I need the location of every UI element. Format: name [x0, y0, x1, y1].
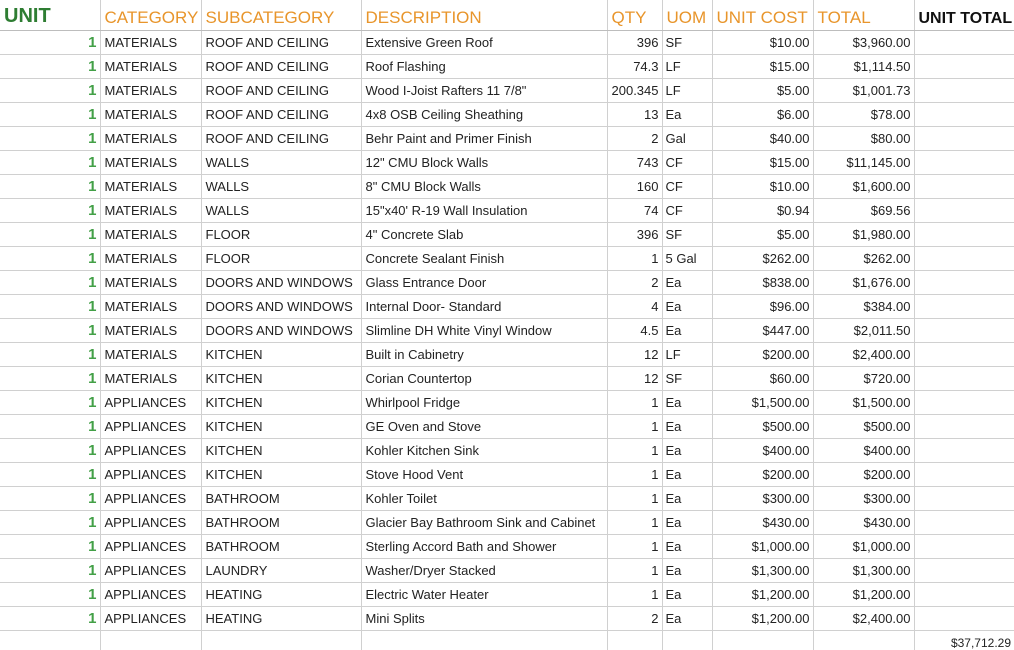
uom-cell[interactable]: SF	[662, 367, 712, 391]
unit-cost-cell[interactable]: $300.00	[712, 487, 813, 511]
unit-total-cell[interactable]	[914, 559, 1014, 583]
description-cell[interactable]: Sterling Accord Bath and Shower	[361, 535, 607, 559]
unit-cell[interactable]: 1	[0, 415, 100, 439]
unit-total-cell[interactable]	[914, 607, 1014, 631]
qty-cell[interactable]: 12	[607, 343, 662, 367]
uom-cell[interactable]: Ea	[662, 415, 712, 439]
header-unit[interactable]: UNIT	[0, 0, 100, 31]
unit-total-cell[interactable]	[914, 367, 1014, 391]
subcategory-cell[interactable]: KITCHEN	[201, 391, 361, 415]
total-cell[interactable]: $2,400.00	[813, 343, 914, 367]
unit-cost-cell[interactable]: $5.00	[712, 79, 813, 103]
category-cell[interactable]: MATERIALS	[100, 151, 201, 175]
unit-cell[interactable]: 1	[0, 223, 100, 247]
category-cell[interactable]: APPLIANCES	[100, 511, 201, 535]
unit-total-cell[interactable]	[914, 487, 1014, 511]
qty-cell[interactable]: 13	[607, 103, 662, 127]
uom-cell[interactable]: CF	[662, 151, 712, 175]
unit-total-cell[interactable]	[914, 295, 1014, 319]
total-cell[interactable]: $300.00	[813, 487, 914, 511]
uom-cell[interactable]: Ea	[662, 583, 712, 607]
category-cell[interactable]: MATERIALS	[100, 31, 201, 55]
total-cell[interactable]: $1,980.00	[813, 223, 914, 247]
qty-cell[interactable]: 1	[607, 559, 662, 583]
table-row	[0, 103, 1014, 127]
unit-total-cell[interactable]	[914, 439, 1014, 463]
category-cell[interactable]: APPLIANCES	[100, 439, 201, 463]
total-cell[interactable]: $384.00	[813, 295, 914, 319]
table-row	[0, 175, 1014, 199]
qty-cell[interactable]: 743	[607, 151, 662, 175]
category-cell[interactable]: MATERIALS	[100, 367, 201, 391]
category-cell[interactable]: APPLIANCES	[100, 463, 201, 487]
unit-cost-cell[interactable]: $60.00	[712, 367, 813, 391]
unit-cost-cell[interactable]: $200.00	[712, 343, 813, 367]
unit-total-cell[interactable]	[914, 463, 1014, 487]
total-cell[interactable]: $500.00	[813, 415, 914, 439]
subcategory-cell[interactable]: WALLS	[201, 175, 361, 199]
unit-cost-cell[interactable]: $1,500.00	[712, 391, 813, 415]
uom-cell[interactable]: SF	[662, 31, 712, 55]
empty-cell[interactable]	[607, 631, 662, 650]
unit-cell[interactable]: 1	[0, 247, 100, 271]
unit-cell[interactable]: 1	[0, 511, 100, 535]
subcategory-cell[interactable]: HEATING	[201, 607, 361, 631]
uom-cell[interactable]: LF	[662, 343, 712, 367]
total-cell[interactable]: $1,676.00	[813, 271, 914, 295]
unit-cell[interactable]: 1	[0, 439, 100, 463]
category-cell[interactable]: MATERIALS	[100, 103, 201, 127]
uom-cell[interactable]: CF	[662, 199, 712, 223]
table-row	[0, 367, 1014, 391]
table-row	[0, 343, 1014, 367]
total-cell[interactable]: $1,000.00	[813, 535, 914, 559]
qty-cell[interactable]: 2	[607, 127, 662, 151]
qty-cell[interactable]: 1	[607, 247, 662, 271]
uom-cell[interactable]: 5 Gal	[662, 247, 712, 271]
table-row	[0, 559, 1014, 583]
table-row	[0, 583, 1014, 607]
unit-cost-cell[interactable]: $500.00	[712, 415, 813, 439]
table-row	[0, 319, 1014, 343]
subcategory-cell[interactable]: KITCHEN	[201, 343, 361, 367]
qty-cell[interactable]: 74.3	[607, 55, 662, 79]
unit-total-cell[interactable]	[914, 79, 1014, 103]
subcategory-cell[interactable]: FLOOR	[201, 247, 361, 271]
unit-cost-cell[interactable]: $15.00	[712, 55, 813, 79]
header-total[interactable]: TOTAL	[813, 0, 914, 31]
category-cell[interactable]: MATERIALS	[100, 127, 201, 151]
table-row	[0, 127, 1014, 151]
total-cell[interactable]: $2,400.00	[813, 607, 914, 631]
category-cell[interactable]: MATERIALS	[100, 271, 201, 295]
category-cell[interactable]: MATERIALS	[100, 55, 201, 79]
unit-cell[interactable]: 1	[0, 199, 100, 223]
qty-cell[interactable]: 4.5	[607, 319, 662, 343]
table-row	[0, 487, 1014, 511]
unit-cell[interactable]: 1	[0, 175, 100, 199]
description-cell[interactable]: Roof Flashing	[361, 55, 607, 79]
total-cell[interactable]: $11,145.00	[813, 151, 914, 175]
category-cell[interactable]: MATERIALS	[100, 79, 201, 103]
unit-cost-cell[interactable]: $1,000.00	[712, 535, 813, 559]
empty-cell[interactable]	[0, 631, 100, 650]
subcategory-cell[interactable]: ROOF AND CEILING	[201, 103, 361, 127]
header-unit-total[interactable]: UNIT TOTAL	[914, 0, 1014, 31]
table-row	[0, 223, 1014, 247]
total-cell[interactable]: $1,114.50	[813, 55, 914, 79]
description-cell[interactable]: 15"x40' R-19 Wall Insulation	[361, 199, 607, 223]
total-cell[interactable]: $400.00	[813, 439, 914, 463]
empty-cell[interactable]	[662, 631, 712, 650]
subcategory-cell[interactable]: HEATING	[201, 583, 361, 607]
description-cell[interactable]: Mini Splits	[361, 607, 607, 631]
unit-cost-cell[interactable]: $262.00	[712, 247, 813, 271]
unit-total-cell[interactable]	[914, 103, 1014, 127]
header-qty[interactable]: QTY	[607, 0, 662, 31]
qty-cell[interactable]: 1	[607, 463, 662, 487]
table-row	[0, 247, 1014, 271]
description-cell[interactable]: Wood I-Joist Rafters 11 7/8"	[361, 79, 607, 103]
uom-cell[interactable]: Ea	[662, 319, 712, 343]
subcategory-cell[interactable]: DOORS AND WINDOWS	[201, 295, 361, 319]
unit-total-cell[interactable]	[914, 31, 1014, 55]
empty-cell[interactable]	[712, 631, 813, 650]
unit-total-cell[interactable]	[914, 55, 1014, 79]
category-cell[interactable]: APPLIANCES	[100, 583, 201, 607]
unit-cost-cell[interactable]: $838.00	[712, 271, 813, 295]
table-row	[0, 31, 1014, 55]
unit-cell[interactable]: 1	[0, 487, 100, 511]
uom-cell[interactable]: Ea	[662, 271, 712, 295]
unit-cost-cell[interactable]: $5.00	[712, 223, 813, 247]
unit-cell[interactable]: 1	[0, 79, 100, 103]
unit-cell[interactable]: 1	[0, 559, 100, 583]
qty-cell[interactable]: 1	[607, 391, 662, 415]
uom-cell[interactable]: Ea	[662, 439, 712, 463]
unit-cell[interactable]: 1	[0, 127, 100, 151]
table-row	[0, 79, 1014, 103]
description-cell[interactable]: Stove Hood Vent	[361, 463, 607, 487]
unit-total-cell[interactable]	[914, 511, 1014, 535]
uom-cell[interactable]: Ea	[662, 391, 712, 415]
total-cell[interactable]: $1,600.00	[813, 175, 914, 199]
unit-total-cell[interactable]	[914, 319, 1014, 343]
description-cell[interactable]: GE Oven and Stove	[361, 415, 607, 439]
total-cell[interactable]: $2,011.50	[813, 319, 914, 343]
grand-total-row	[0, 631, 1014, 650]
empty-cell[interactable]	[361, 631, 607, 650]
table-row	[0, 271, 1014, 295]
unit-total-cell[interactable]	[914, 127, 1014, 151]
description-cell[interactable]: Glacier Bay Bathroom Sink and Cabinet	[361, 511, 607, 535]
unit-total-cell[interactable]	[914, 415, 1014, 439]
description-cell[interactable]: Glass Entrance Door	[361, 271, 607, 295]
uom-cell[interactable]: Ea	[662, 511, 712, 535]
description-cell[interactable]: Kohler Kitchen Sink	[361, 439, 607, 463]
unit-cost-cell[interactable]: $0.94	[712, 199, 813, 223]
header-row	[0, 0, 1014, 31]
description-cell[interactable]: Kohler Toilet	[361, 487, 607, 511]
uom-cell[interactable]: Ea	[662, 295, 712, 319]
unit-cell[interactable]: 1	[0, 319, 100, 343]
category-cell[interactable]: MATERIALS	[100, 295, 201, 319]
unit-cost-cell[interactable]: $96.00	[712, 295, 813, 319]
table-row	[0, 199, 1014, 223]
unit-cost-cell[interactable]: $1,200.00	[712, 607, 813, 631]
qty-cell[interactable]: 1	[607, 583, 662, 607]
subcategory-cell[interactable]: ROOF AND CEILING	[201, 79, 361, 103]
unit-cell[interactable]: 1	[0, 151, 100, 175]
total-cell[interactable]: $262.00	[813, 247, 914, 271]
total-cell[interactable]: $1,001.73	[813, 79, 914, 103]
category-cell[interactable]: MATERIALS	[100, 319, 201, 343]
description-cell[interactable]: 4x8 OSB Ceiling Sheathing	[361, 103, 607, 127]
description-cell[interactable]: Slimline DH White Vinyl Window	[361, 319, 607, 343]
unit-cell[interactable]: 1	[0, 343, 100, 367]
qty-cell[interactable]: 1	[607, 439, 662, 463]
total-cell[interactable]: $430.00	[813, 511, 914, 535]
total-cell[interactable]: $1,300.00	[813, 559, 914, 583]
unit-cost-cell[interactable]: $10.00	[712, 175, 813, 199]
empty-cell[interactable]	[100, 631, 201, 650]
total-cell[interactable]: $1,500.00	[813, 391, 914, 415]
description-cell[interactable]: Extensive Green Roof	[361, 31, 607, 55]
unit-total-cell[interactable]	[914, 271, 1014, 295]
total-cell[interactable]: $3,960.00	[813, 31, 914, 55]
qty-cell[interactable]: 4	[607, 295, 662, 319]
qty-cell[interactable]: 160	[607, 175, 662, 199]
category-cell[interactable]: APPLIANCES	[100, 535, 201, 559]
total-cell[interactable]: $69.56	[813, 199, 914, 223]
table-row	[0, 151, 1014, 175]
category-cell[interactable]: MATERIALS	[100, 175, 201, 199]
qty-cell[interactable]: 1	[607, 511, 662, 535]
category-cell[interactable]: MATERIALS	[100, 343, 201, 367]
description-cell[interactable]: 12" CMU Block Walls	[361, 151, 607, 175]
unit-cost-cell[interactable]: $15.00	[712, 151, 813, 175]
category-cell[interactable]: MATERIALS	[100, 199, 201, 223]
table-row	[0, 55, 1014, 79]
unit-cell[interactable]: 1	[0, 55, 100, 79]
subcategory-cell[interactable]: DOORS AND WINDOWS	[201, 319, 361, 343]
header-subcategory[interactable]: SUBCATEGORY	[201, 0, 361, 31]
qty-cell[interactable]: 1	[607, 535, 662, 559]
subcategory-cell[interactable]: KITCHEN	[201, 415, 361, 439]
qty-cell[interactable]: 200.345	[607, 79, 662, 103]
table-row	[0, 415, 1014, 439]
unit-total-cell[interactable]	[914, 391, 1014, 415]
category-cell[interactable]: MATERIALS	[100, 223, 201, 247]
unit-total-cell[interactable]	[914, 223, 1014, 247]
category-cell[interactable]: APPLIANCES	[100, 391, 201, 415]
uom-cell[interactable]: LF	[662, 55, 712, 79]
unit-cell[interactable]: 1	[0, 31, 100, 55]
unit-cell[interactable]: 1	[0, 367, 100, 391]
header-unit-cost[interactable]: UNIT COST	[712, 0, 813, 31]
uom-cell[interactable]: Ea	[662, 103, 712, 127]
description-cell[interactable]: Whirlpool Fridge	[361, 391, 607, 415]
unit-cost-cell[interactable]: $447.00	[712, 319, 813, 343]
uom-cell[interactable]: Ea	[662, 607, 712, 631]
grand-total-value[interactable]: $37,712.29	[950, 636, 1011, 650]
subcategory-cell[interactable]: KITCHEN	[201, 439, 361, 463]
subcategory-cell[interactable]: WALLS	[201, 151, 361, 175]
unit-cost-cell[interactable]: $10.00	[712, 31, 813, 55]
unit-cell[interactable]: 1	[0, 535, 100, 559]
description-cell[interactable]: Concrete Sealant Finish	[361, 247, 607, 271]
unit-cell[interactable]: 1	[0, 295, 100, 319]
subcategory-cell[interactable]: LAUNDRY	[201, 559, 361, 583]
unit-cell[interactable]: 1	[0, 103, 100, 127]
subcategory-cell[interactable]: ROOF AND CEILING	[201, 55, 361, 79]
category-cell[interactable]: APPLIANCES	[100, 559, 201, 583]
unit-cost-cell[interactable]: $430.00	[712, 511, 813, 535]
uom-cell[interactable]: Ea	[662, 559, 712, 583]
unit-cell[interactable]: 1	[0, 607, 100, 631]
table-body	[0, 31, 1014, 650]
table-row	[0, 463, 1014, 487]
unit-cell[interactable]: 1	[0, 271, 100, 295]
total-cell[interactable]: $80.00	[813, 127, 914, 151]
description-cell[interactable]: 4" Concrete Slab	[361, 223, 607, 247]
header-description[interactable]: DESCRIPTION	[361, 0, 607, 31]
table-row	[0, 511, 1014, 535]
total-cell[interactable]: $1,200.00	[813, 583, 914, 607]
table-row	[0, 535, 1014, 559]
table-row	[0, 391, 1014, 415]
qty-cell[interactable]: 396	[607, 31, 662, 55]
description-cell[interactable]: Electric Water Heater	[361, 583, 607, 607]
category-cell[interactable]: APPLIANCES	[100, 607, 201, 631]
unit-total-cell[interactable]	[914, 535, 1014, 559]
description-cell[interactable]: Internal Door- Standard	[361, 295, 607, 319]
table-row	[0, 439, 1014, 463]
category-cell[interactable]: MATERIALS	[100, 247, 201, 271]
qty-cell[interactable]: 74	[607, 199, 662, 223]
unit-cost-cell[interactable]: $1,300.00	[712, 559, 813, 583]
qty-cell[interactable]: 1	[607, 415, 662, 439]
empty-cell[interactable]	[201, 631, 361, 650]
table-row	[0, 295, 1014, 319]
category-cell[interactable]: APPLIANCES	[100, 415, 201, 439]
description-cell[interactable]: Washer/Dryer Stacked	[361, 559, 607, 583]
unit-cell[interactable]: 1	[0, 583, 100, 607]
description-cell[interactable]: Corian Countertop	[361, 367, 607, 391]
subcategory-cell[interactable]: ROOF AND CEILING	[201, 127, 361, 151]
unit-total-cell[interactable]	[914, 583, 1014, 607]
subcategory-cell[interactable]: ROOF AND CEILING	[201, 31, 361, 55]
description-cell[interactable]: Built in Cabinetry	[361, 343, 607, 367]
uom-cell[interactable]: Ea	[662, 487, 712, 511]
unit-cell[interactable]: 1	[0, 391, 100, 415]
unit-cost-cell[interactable]: $400.00	[712, 439, 813, 463]
subcategory-cell[interactable]: BATHROOM	[201, 535, 361, 559]
unit-total-cell[interactable]	[914, 199, 1014, 223]
subcategory-cell[interactable]: WALLS	[201, 199, 361, 223]
qty-cell[interactable]: 2	[607, 271, 662, 295]
subcategory-cell[interactable]: FLOOR	[201, 223, 361, 247]
subcategory-cell[interactable]: DOORS AND WINDOWS	[201, 271, 361, 295]
total-cell[interactable]: $78.00	[813, 103, 914, 127]
uom-cell[interactable]: Ea	[662, 463, 712, 487]
description-cell[interactable]: 8" CMU Block Walls	[361, 175, 607, 199]
total-cell[interactable]: $200.00	[813, 463, 914, 487]
unit-total-cell[interactable]	[914, 175, 1014, 199]
category-cell[interactable]: APPLIANCES	[100, 487, 201, 511]
unit-cost-cell[interactable]: $40.00	[712, 127, 813, 151]
description-cell[interactable]: Behr Paint and Primer Finish	[361, 127, 607, 151]
uom-cell[interactable]: CF	[662, 175, 712, 199]
uom-cell[interactable]: Gal	[662, 127, 712, 151]
unit-cell[interactable]: 1	[0, 463, 100, 487]
qty-cell[interactable]: 2	[607, 607, 662, 631]
qty-cell[interactable]: 12	[607, 367, 662, 391]
unit-cost-cell[interactable]: $6.00	[712, 103, 813, 127]
unit-total-cell[interactable]	[914, 343, 1014, 367]
header-category[interactable]: CATEGORY	[100, 0, 201, 31]
unit-cost-cell[interactable]: $200.00	[712, 463, 813, 487]
subcategory-cell[interactable]: KITCHEN	[201, 367, 361, 391]
header-uom[interactable]: UOM	[662, 0, 712, 31]
qty-cell[interactable]: 396	[607, 223, 662, 247]
subcategory-cell[interactable]: BATHROOM	[201, 487, 361, 511]
qty-cell[interactable]: 1	[607, 487, 662, 511]
unit-total-cell[interactable]	[914, 151, 1014, 175]
subcategory-cell[interactable]: BATHROOM	[201, 511, 361, 535]
unit-total-cell[interactable]	[914, 247, 1014, 271]
uom-cell[interactable]: Ea	[662, 535, 712, 559]
uom-cell[interactable]: SF	[662, 223, 712, 247]
uom-cell[interactable]: LF	[662, 79, 712, 103]
table-row	[0, 607, 1014, 631]
unit-cost-cell[interactable]: $1,200.00	[712, 583, 813, 607]
total-cell[interactable]: $720.00	[813, 367, 914, 391]
subcategory-cell[interactable]: KITCHEN	[201, 463, 361, 487]
empty-cell[interactable]	[813, 631, 914, 650]
